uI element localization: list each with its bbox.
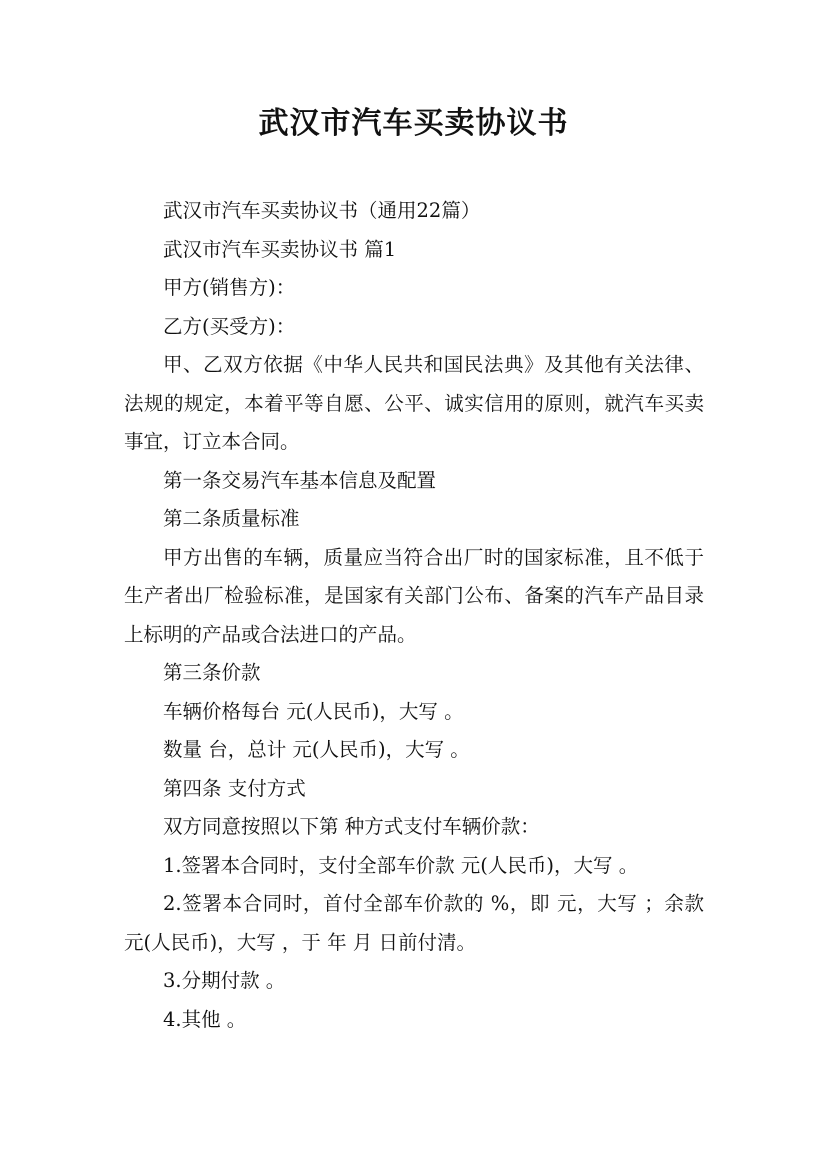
paragraph-article-4: 第四条 支付方式 [163, 776, 306, 800]
document-title: 武汉市汽车买卖协议书 [258, 106, 569, 141]
paragraph-subtitle: 武汉市汽车买卖协议书（通用22篇） [163, 199, 481, 222]
document-body [124, 192, 704, 1039]
paragraph-unit-price: 车辆价格每台 元(人民币)，大写 。 [163, 699, 464, 723]
paragraph-party-a: 甲方(销售方)： [163, 276, 296, 299]
paragraph-payment-option-3: 3.分期付款 。 [163, 969, 286, 992]
paragraph-article-3: 第三条价款 [163, 661, 261, 684]
paragraph-total-price: 数量 台，总计 元(人民币)，大写 。 [163, 738, 470, 761]
paragraph-payment-intro: 双方同意按照以下第 种方式支付车辆价款： [163, 815, 540, 838]
paragraph-section-heading: 武汉市汽车买卖协议书 篇1 [163, 237, 397, 261]
paragraph-article-1: 第一条交易汽车基本信息及配置 [163, 468, 437, 492]
paragraph-quality-standard: 甲方出售的车辆，质量应当符合出厂时的国家标准，且不低于生产者出厂检验标准，是国家有关部门公布、备案的汽车产品目录上标明的产品或合法进口的产品。 [124, 545, 704, 646]
paragraph-article-2: 第二条质量标准 [163, 507, 300, 530]
paragraph-payment-option-2: 2.签署本合同时，首付全部车价款的 %，即 元，大写 ；余款 元(人民币)，大写 ，于 年 月 日前付清。 [124, 892, 704, 954]
paragraph-preamble: 甲、乙双方依据《中华人民共和国民法典》及其他有关法律、法规的规定，本着平等自愿、公平、诚实信用的原则，就汽车买卖事宜，订立本合同。 [124, 353, 704, 453]
paragraph-party-b: 乙方(买受方)： [163, 314, 296, 338]
paragraph-payment-option-1: 1.签署本合同时，支付全部车价款 元(人民币)，大写 。 [163, 853, 639, 877]
paragraph-payment-option-4: 4.其他 。 [163, 1007, 247, 1031]
